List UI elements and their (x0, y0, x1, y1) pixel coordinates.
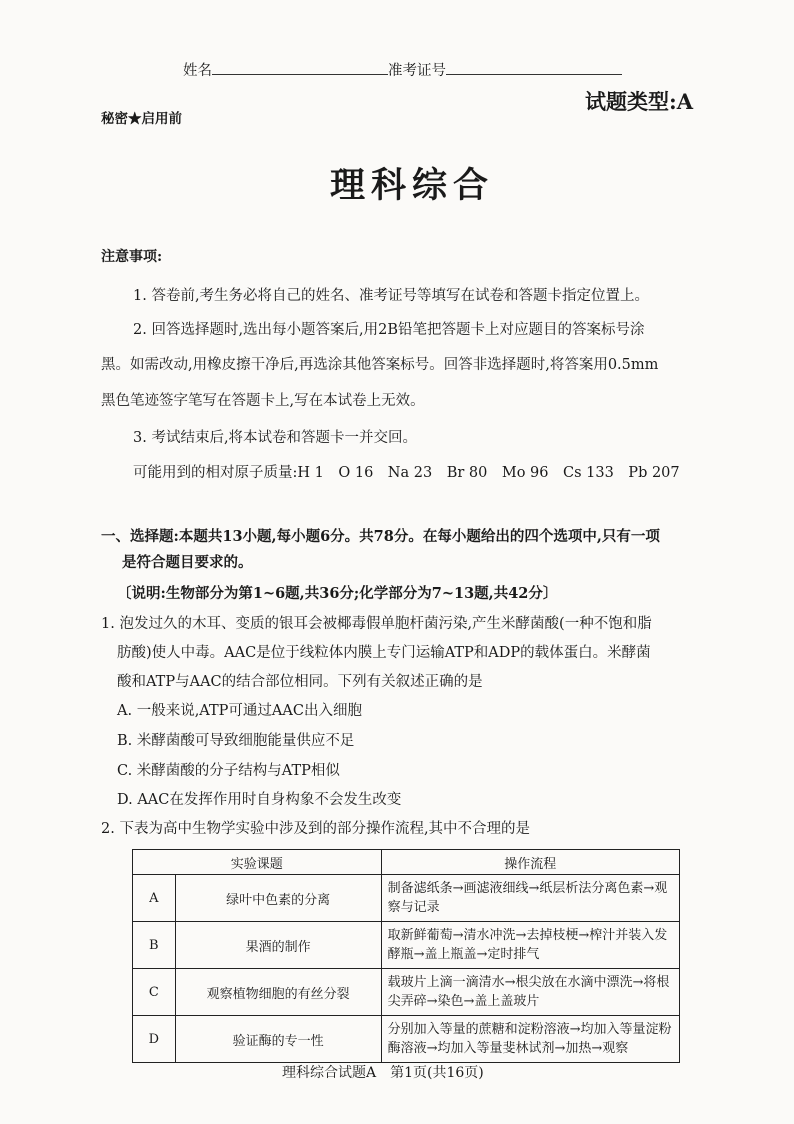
section-heading-cont: 是符合题目要求的。 (122, 554, 253, 571)
section-note: 〔说明:生物部分为第1~6题,共36分;化学部分为7~13题,共42分〕 (117, 585, 558, 602)
q1-stem: 肪酸)使人中毒。AAC是位于线粒体内膜上专门运输ATP和ADP的载体蛋白。米酵菌 (117, 645, 651, 661)
table-row (133, 875, 680, 922)
q1-stem: 酸和ATP与AAC的结合部位相同。下列有关叙述正确的是 (117, 674, 483, 690)
row-flow: 分别加入等量的蔗糖和淀粉溶液→均加入等量淀粉酶溶液→均加入等量斐林试剂→加热→观察 (381, 1016, 679, 1063)
paper-type: 试题类型:A (585, 89, 694, 114)
section-heading: 一、选择题:本题共13小题,每小题6分。共78分。在每小题给出的四个选项中,只有一项 (101, 528, 660, 545)
notice-item: 黑色笔迹签字笔写在答题卡上,写在本试卷上无效。 (101, 393, 425, 409)
q1-stem: 1. 泡发过久的木耳、变质的银耳会被椰毒假单胞杆菌污染,产生米酵菌酸(一种不饱和脂 (101, 616, 652, 632)
row-topic: 果酒的制作 (175, 922, 381, 969)
page-footer: 理科综合试题A 第1页(共16页) (282, 1065, 484, 1081)
q1-option-b: B. 米酵菌酸可导致细胞能量供应不足 (117, 733, 355, 749)
row-flow: 制备滤纸条→画滤液细线→纸层析法分离色素→观察与记录 (381, 875, 679, 922)
table-row (133, 1016, 680, 1063)
row-flow: 载玻片上滴一滴清水→根尖放在水滴中漂洗→将根尖弄碎→染色→盖上盖玻片 (381, 969, 679, 1016)
secret-label: 秘密★启用前 (101, 111, 182, 127)
row-option: C (133, 969, 176, 1016)
notice-item: 1. 答卷前,考生务必将自己的姓名、准考证号等填写在试卷和答题卡指定位置上。 (133, 288, 650, 304)
page-title: 理科综合 (330, 165, 495, 206)
row-topic: 验证酶的专一性 (175, 1016, 381, 1063)
q1-option-a: A. 一般来说,ATP可通过AAC出入细胞 (117, 703, 362, 719)
notice-heading: 注意事项: (101, 249, 163, 265)
q2-stem: 2. 下表为高中生物学实验中涉及到的部分操作流程,其中不合理的是 (101, 821, 531, 837)
column-header-topic: 实验课题 (133, 850, 382, 875)
exam-no-label: 准考证号 (388, 63, 446, 79)
row-option: D (133, 1016, 176, 1063)
atomic-mass-line: 可能用到的相对原子质量:H 1 O 16 Na 23 Br 80 Mo 96 Cs 133 Pb 207 (133, 465, 680, 481)
exam-no-blank (446, 60, 622, 75)
name-blank (212, 60, 388, 75)
row-flow: 取新鲜葡萄→清水冲洗→去掉枝梗→榨汁并装入发酵瓶→盖上瓶盖→定时排气 (381, 922, 679, 969)
notice-item: 3. 考试结束后,将本试卷和答题卡一并交回。 (133, 430, 418, 446)
row-option: B (133, 922, 176, 969)
notice-item: 黑。如需改动,用橡皮擦干净后,再选涂其他答案标号。回答非选择题时,将答案用0.5mm (101, 357, 659, 373)
name-label: 姓名 (183, 63, 212, 79)
name-field (183, 59, 622, 80)
row-option: A (133, 875, 176, 922)
notice-item: 2. 回答选择题时,选出每小题答案后,用2B铅笔把答题卡上对应题目的答案标号涂 (133, 322, 645, 338)
table-header-row (133, 850, 680, 875)
row-topic: 绿叶中色素的分离 (175, 875, 381, 922)
table-row (133, 969, 680, 1016)
q1-option-c: C. 米酵菌酸的分子结构与ATP相似 (117, 763, 340, 779)
column-header-flow: 操作流程 (381, 850, 679, 875)
q1-option-d: D. AAC在发挥作用时自身构象不会发生改变 (117, 792, 402, 808)
table-row (133, 922, 680, 969)
row-topic: 观察植物细胞的有丝分裂 (175, 969, 381, 1016)
q2-table (132, 849, 680, 1063)
